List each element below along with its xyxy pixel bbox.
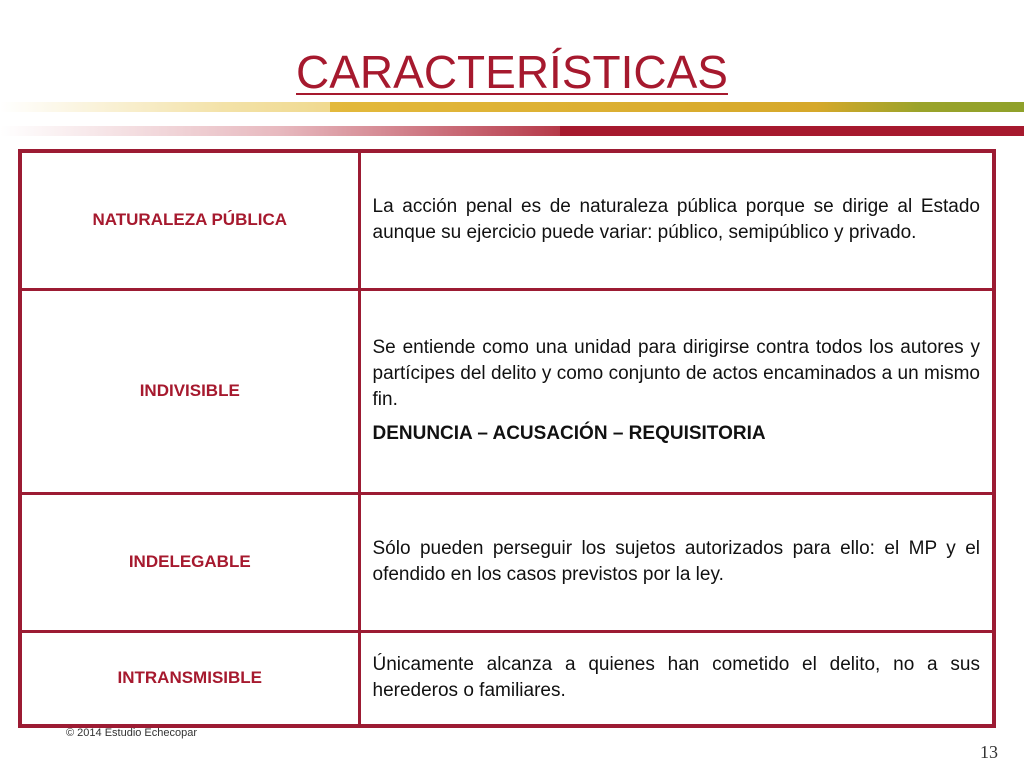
page-number: 13 <box>980 742 998 762</box>
characteristic-label: INTRANSMISIBLE <box>20 631 359 726</box>
table-row <box>20 493 994 631</box>
characteristics-table-wrapper <box>18 149 996 724</box>
characteristic-label: INDELEGABLE <box>20 493 359 631</box>
characteristic-description-cell <box>359 493 994 631</box>
slide-title <box>0 44 1024 100</box>
footer-copyright: © 2014 Estudio Echecopar <box>66 727 198 739</box>
characteristics-table <box>18 149 996 728</box>
characteristic-description: La acción penal es de naturaleza pública porque se dirige al Estado aunque su ejercicio puede variar: público, semipúblico y privado. <box>372 196 980 244</box>
characteristic-description: Sólo pueden perseguir los sujetos autorizados para ello: el MP y el ofendido en los casos previstos por la ley. <box>372 538 980 585</box>
characteristic-description: Únicamente alcanza a quienes han cometido el delito, no a sus herederos o familiares. <box>372 654 980 702</box>
characteristic-description-cell <box>359 289 994 493</box>
decorative-gold-bar <box>330 102 1024 112</box>
table-row <box>20 631 994 726</box>
characteristic-label: NATURALEZA PÚBLICA <box>20 151 359 289</box>
characteristic-extra-note: DENUNCIA – ACUSACIÓN – REQUISITORIA <box>372 423 766 444</box>
characteristic-description: Se entiende como una unidad para dirigirse contra todos los autores y partícipes del delito y como conjunto de actos encaminados a un mismo fin. <box>372 337 980 410</box>
table-row <box>20 151 994 289</box>
characteristic-description-cell <box>359 631 994 726</box>
decorative-red-bar <box>560 126 1024 136</box>
characteristic-description-cell <box>359 151 994 289</box>
slide-title-text: CARACTERÍSTICAS <box>296 46 728 98</box>
table-row <box>20 289 994 493</box>
characteristic-label: INDIVISIBLE <box>20 289 359 493</box>
decorative-red-fade-bar <box>0 126 560 136</box>
